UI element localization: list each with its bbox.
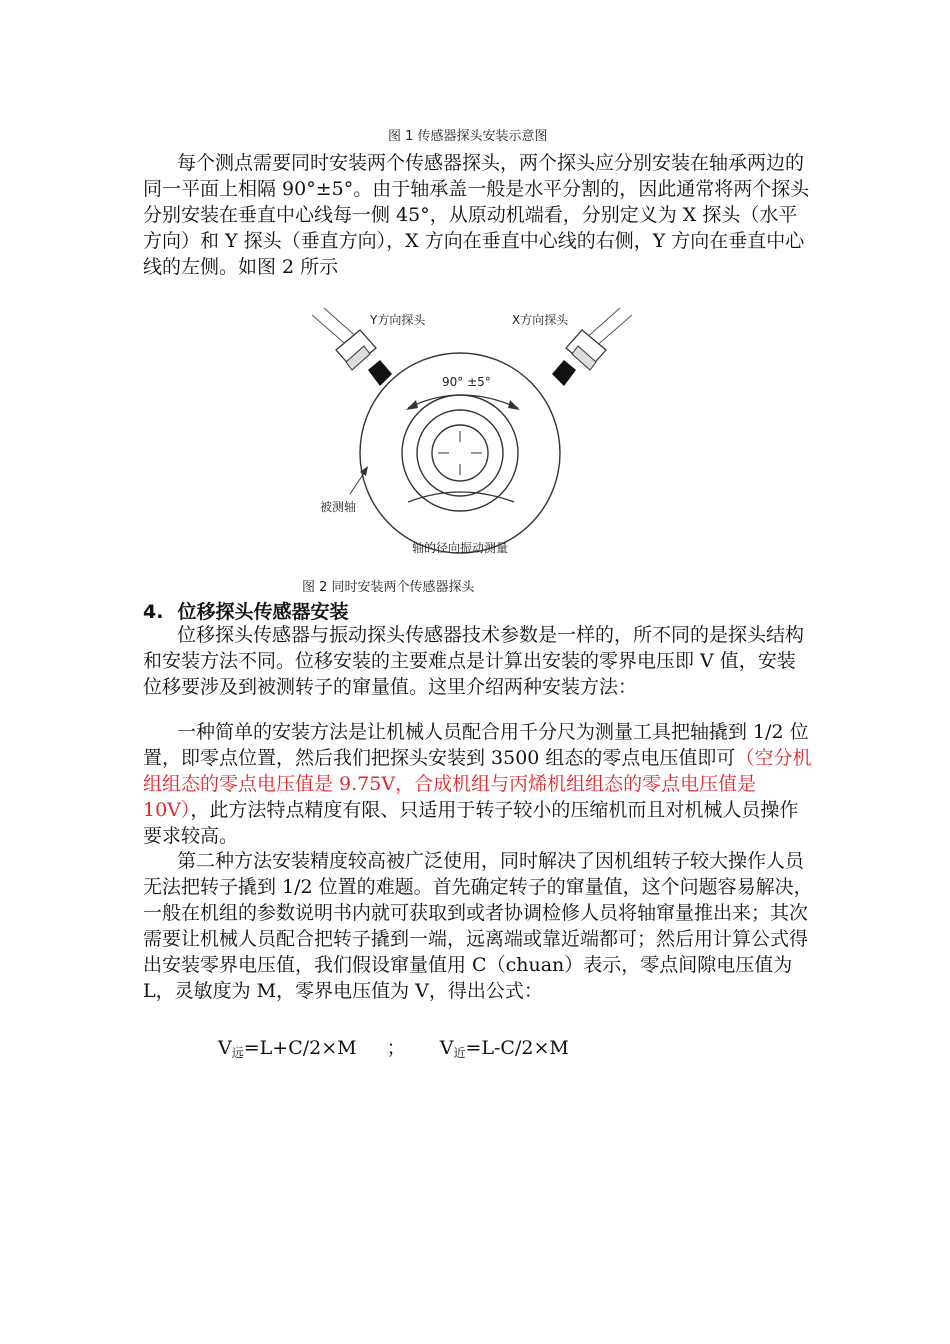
paragraph-second-method [143,848,813,1004]
paragraph3-part1: 一种简单的安装方法是让机械人员配合用千分尺为测量工具把轴撬到 1/2 位置，即零点位置，然后我们把探头安装到 3500 组态的零点电压值即可 [143,721,809,769]
shaft-label: 被测轴 [320,500,357,514]
angle-arc [408,395,518,408]
paragraph3-part2: ，此方法特点精度有限、只适用于转子较小的压缩机而且对机械人员操作要求较高。 [143,799,799,847]
paragraph2-text: 位移探头传感器与振动探头传感器技术参数是一样的，所不同的是探头结构和安装方法不同。位移安装的主要难点是计算出安装的零界电压即 V 值，安装位移要涉及到被测转子的窜量值。这里介绍两种安装方法： [143,624,805,698]
figure1-caption: 图 1 传感器探头安装示意图 [388,129,548,144]
paragraph-displacement-intro [143,622,813,700]
y-probe-label: Y方向探头 [370,313,426,327]
center-crosshair [438,431,482,475]
section-number: 4. [143,601,164,623]
figure2-probe-diagram [300,300,645,565]
paragraph-simple-method [143,719,813,849]
zero-voltage-note: （空分机组组态的零点电压值是 9.75V，合成机组与丙烯机组组态的零点电压值是 10V） [143,747,812,821]
x-probe-label: X方向探头 [512,313,569,327]
voltage-formula: $V_远=L+C/2\times M$ ； $V_近=L-C/2\times M$ [218,1037,569,1060]
angle-label: 90° ±5° [442,375,491,389]
section-heading [143,597,348,624]
figure2-caption: 图 2 同时安装两个传感器探头 [302,580,475,595]
radial-vibration-label: 轴的径向振动测量 [412,541,509,555]
paragraph1-text: 每个测点需要同时安装两个传感器探头，两个探头应分别安装在轴承两边的同一平面上相隔 90°±5°。由于轴承盖一般是水平分割的，因此通常将两个探头分别安装在垂直中心线每一侧 45°，从原动机端看，分别定义为 X 探头（水平方向）和 Y 探头（垂直方向），X 方向在垂直中心线的右侧，Y 方向在垂直中心线的左侧。如图 2 所示 [143,152,810,278]
paragraph4-text: 第二种方法安装精度较高被广泛使用，同时解决了因机组转子较大操作人员无法把转子撬到 1/2 位置的难题。首先确定转子的窜量值，这个问题容易解决，一般在机组的参数说明书内就可获取到或者协调检修人员将轴窜量推出来；其次需要让机械人员配合把转子撬到一端，远离端或靠近端都可；然后用计算公式得出安装零界电压值，我们假设窜量值用 C（chuan）表示，零点间隙电压值为 L，灵敏度为 M，零界电压值为 V，得出公式： [143,850,813,1002]
section-title: 位移探头传感器安装 [177,601,349,623]
paragraph-probe-placement [143,150,813,280]
